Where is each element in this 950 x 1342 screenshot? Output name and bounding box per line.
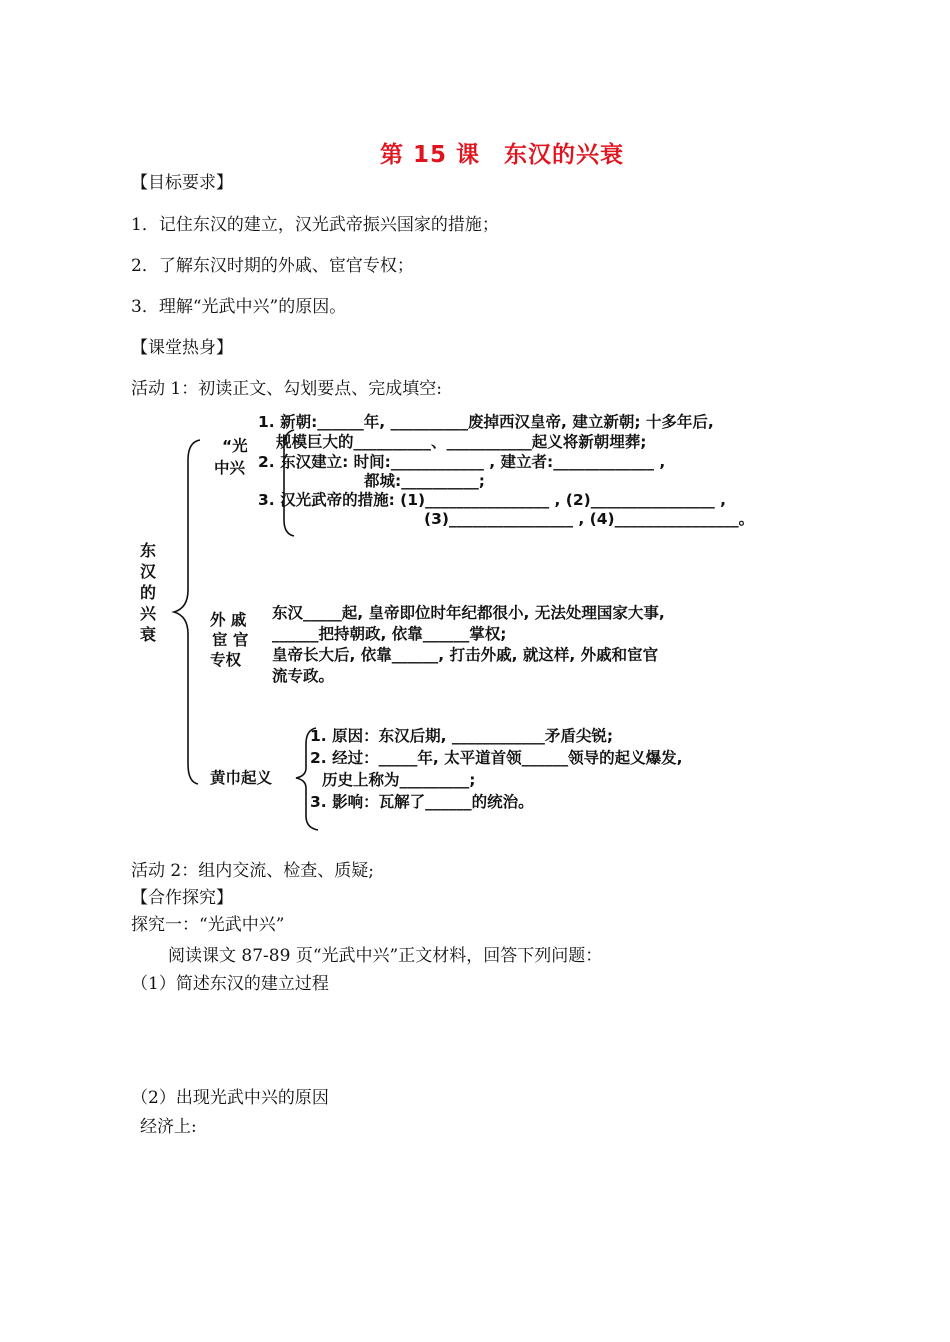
page-title: 第 15 课 东汉的兴衰 — [380, 142, 625, 168]
branch2-line-3: 皇帝长大后, 依靠______, 打击外戚, 就这样, 外戚和宦官 — [272, 646, 659, 664]
branch3-line-2: 2. 经过：_____年, 太平道首领______领导的起义爆发, — [310, 749, 683, 767]
branch2-line-4: 流专政。 — [272, 667, 335, 685]
branch1-label-top: “光 — [222, 437, 248, 455]
branch3-line-1: 1. 原因：东汉后期, ____________矛盾尖锐; — [310, 727, 614, 745]
branch1-line-4: 都城:__________; — [364, 472, 485, 490]
section-header-goals: 【目标要求】 — [131, 173, 233, 193]
explore-1-heading: 探究一：“光武中兴” — [131, 915, 285, 935]
branch1-line-1: 1. 新朝:______年, __________废掉西汉皇帝, 建立新朝; 十多年后, — [258, 413, 714, 431]
branch1-line-6: (3)________________ , (4)________________。 — [424, 510, 755, 528]
question-1: （1）简述东汉的建立过程 — [131, 974, 329, 994]
branch2-label-line-2: 宦 官 — [212, 631, 249, 649]
section-header-cooperation: 【合作探究】 — [131, 888, 233, 908]
branch2-line-1: 东汉_____起, 皇帝即位时年纪都很小, 无法处理国家大事, — [272, 604, 665, 622]
branch2-label-line-1: 外 戚 — [210, 611, 247, 629]
activity-1: 活动 1：初读正文、勾划要点、完成填空: — [131, 379, 442, 399]
goal-item-3: 3．理解“光武中兴”的原因。 — [131, 297, 347, 317]
goal-item-2: 2．了解东汉时期的外戚、宦官专权； — [131, 256, 414, 276]
branch2-line-2: ______把持朝政, 依靠______掌权; — [272, 625, 507, 643]
question-2-economic: 经济上: — [140, 1117, 197, 1137]
branch1-line-2: 规模巨大的__________、___________起义将新朝埋葬; — [276, 433, 647, 451]
question-2: （2）出现光武中兴的原因 — [131, 1088, 329, 1108]
branch3-line-4: 3. 影响：瓦解了______的统治。 — [310, 793, 534, 811]
branch1-line-3: 2. 东汉建立: 时间:____________ , 建立者:_____________ , — [258, 453, 666, 471]
explore-1-instruction: 阅读课文 87-89 页“光武中兴”正文材料，回答下列问题： — [168, 946, 603, 966]
diagram-root-label: 东汉的兴衰 — [139, 541, 156, 644]
goal-item-1: 1．记住东汉的建立，汉光武帝振兴国家的措施； — [131, 215, 499, 235]
branch2-label-line-3: 专权 — [210, 651, 242, 669]
branch3-line-3: 历史上称为_________; — [322, 771, 476, 789]
branch1-label-bottom: 中兴 — [214, 459, 246, 477]
branch3-label: 黄巾起义 — [210, 769, 273, 787]
activity-2: 活动 2：组内交流、检查、质疑; — [131, 861, 374, 881]
section-header-warmup: 【课堂热身】 — [131, 338, 233, 358]
branch1-line-5: 3. 汉光武帝的措施: (1)________________ , (2)________________ , — [258, 491, 727, 509]
